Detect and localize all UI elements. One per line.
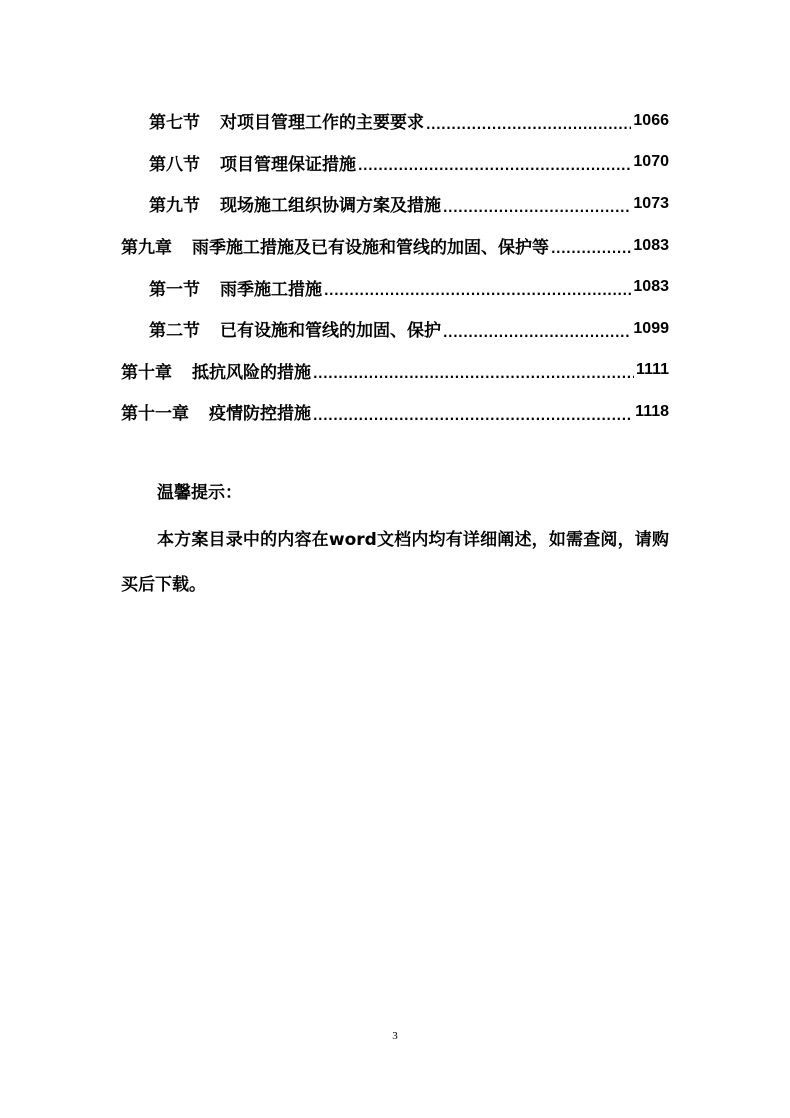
toc-entry-number: 第九节	[149, 196, 200, 217]
toc-entry-page: 1099	[633, 319, 669, 337]
toc-entry-page: 1083	[633, 278, 669, 296]
toc-leader-dots	[443, 202, 631, 225]
toc-entry-title: 抵抗风险的措施	[192, 362, 311, 383]
toc-entry-title: 疫情防控措施	[209, 404, 311, 425]
toc-entry-page: 1073	[633, 194, 669, 212]
toc-entry[interactable]	[121, 308, 669, 350]
toc-entry-number: 第二节	[149, 321, 200, 342]
toc-entry[interactable]	[121, 391, 669, 433]
toc-leader-dots	[313, 410, 633, 433]
toc-leader-dots	[358, 160, 631, 183]
toc-entry-title: 雨季施工措施及已有设施和管线的加固、保护等	[192, 238, 549, 259]
notice-title: 温馨提示：	[157, 483, 242, 503]
toc-entry-title: 已有设施和管线的加固、保护	[220, 321, 441, 342]
toc-entry-title: 项目管理保证措施	[220, 154, 356, 175]
toc-entry-page: 1066	[633, 111, 669, 129]
toc-entry-page: 1118	[635, 402, 669, 420]
toc-entry-number: 第十一章	[121, 404, 189, 425]
toc-entry-title: 现场施工组织协调方案及措施	[220, 196, 441, 217]
toc-leader-dots	[324, 285, 631, 308]
table-of-contents	[121, 100, 669, 433]
toc-leader-dots	[313, 368, 634, 391]
toc-entry-page: 1070	[633, 153, 669, 171]
toc-entry[interactable]	[121, 266, 669, 308]
toc-entry[interactable]	[121, 183, 669, 225]
toc-leader-dots	[551, 243, 631, 266]
toc-leader-dots	[426, 119, 631, 142]
toc-entry-number: 第十章	[121, 362, 172, 383]
toc-entry-title: 雨季施工措施	[220, 279, 322, 300]
toc-entry-page: 1083	[633, 236, 669, 254]
toc-entry-title: 对项目管理工作的主要要求	[220, 113, 424, 134]
toc-entry-number: 第八节	[149, 154, 200, 175]
notice-body: 本方案目录中的内容在word文档内均有详细阐述，如需查阅，请购买后下载。	[121, 530, 669, 595]
toc-entry[interactable]	[121, 350, 669, 392]
toc-entry[interactable]	[121, 100, 669, 142]
toc-entry[interactable]	[121, 142, 669, 184]
toc-entry-number: 第一节	[149, 279, 200, 300]
toc-entry[interactable]	[121, 225, 669, 267]
notice-block	[121, 478, 669, 608]
toc-leader-dots	[443, 327, 631, 350]
toc-entry-page: 1111	[636, 361, 669, 379]
page-number: 3	[392, 1030, 398, 1042]
toc-entry-number: 第九章	[121, 238, 172, 259]
toc-entry-number: 第七节	[149, 113, 200, 134]
